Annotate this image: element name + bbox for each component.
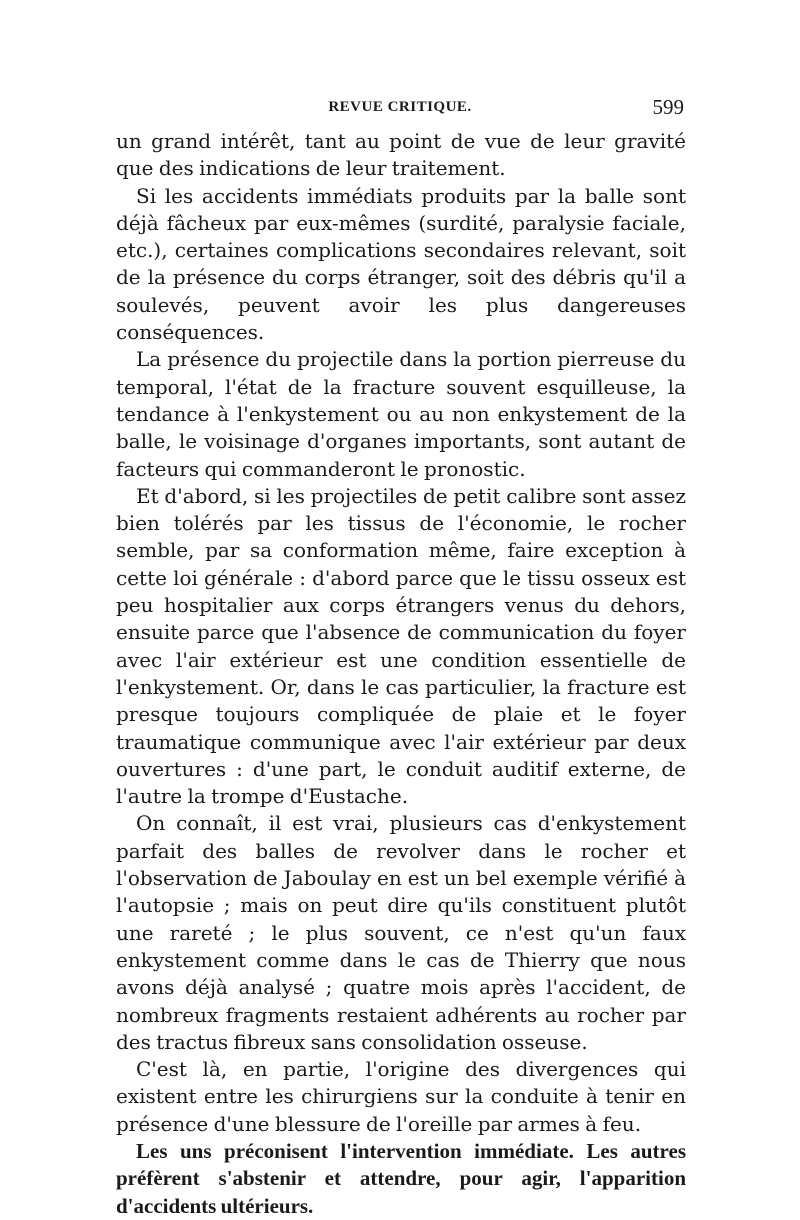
- paragraph-intervention: Les uns préconisent l'intervention immédiate. Les autres préfèrent s'abstenir et attendre, pour agir, l'apparition d'accidents ultérieurs.: [116, 1138, 686, 1218]
- paragraph-continuation: un grand intérêt, tant au point de vue de leur gravité que des indications de leur traitement.: [116, 129, 686, 181]
- paragraph-pronostic: La présence du projectile dans la portion pierreuse du temporal, l'état de la fracture souvent esquilleuse, la tendance à l'enkystement ou au non enkystement de la balle, le voisinage d'organes importants, sont autant de facteurs qui commanderont le pronostic.: [116, 347, 686, 481]
- page-header: [116, 95, 684, 123]
- body-text: [116, 128, 686, 1220]
- paragraph-jaboulay: On connaît, il est vrai, plusieurs cas d'enkystement parfait des balles de revolver dans le rocher et l'observation de Jaboulay en est un bel exemple vérifié à l'autopsie ; mais on peut dire qu'ils constituent plutôt une rareté ; le plus souvent, ce n'est qu'un faux enkystement comme dans le cas de Thierry que nous avons déjà analysé ; quatre mois après l'accident, de nombreux fragments restaient adhérents au rocher par des tractus fibreux sans consolidation osseuse.: [116, 811, 686, 1054]
- paragraph-accidents: Si les accidents immédiats produits par la balle sont déjà fâcheux par eux-mêmes (surdité, paralysie faciale, etc.), certaines complications secondaires relevant, soit de la présence du corps étranger, soit des débris qu'il a soulevés, peuvent avoir les plus dangereuses conséquences.: [116, 183, 686, 345]
- running-title: REVUE CRITIQUE.: [328, 99, 472, 115]
- paragraph-enkystement: Et d'abord, si les projectiles de petit calibre sont assez bien tolérés par les tissus de l'économie, le rocher semble, par sa conformation même, faire exception à cette loi générale : d'abord parce que le tissu osseux est peu hospitalier aux corps étrangers venus du dehors, ensuite parce que l'absence de communication du foyer avec l'air extérieur est une condition essentielle de l'enkystement. Or, dans le cas particulier, la fracture est presque toujours compliquée de plaie et le foyer traumatique communique avec l'air extérieur par deux ouvertures : d'une part, le conduit auditif externe, de l'autre la trompe d'Eustache.: [116, 483, 686, 809]
- paragraph-divergences: C'est là, en partie, l'origine des divergences qui existent entre les chirurgiens sur la conduite à tenir en présence d'une blessure de l'oreille par armes à feu.: [116, 1057, 686, 1136]
- page-number: 599: [652, 95, 684, 119]
